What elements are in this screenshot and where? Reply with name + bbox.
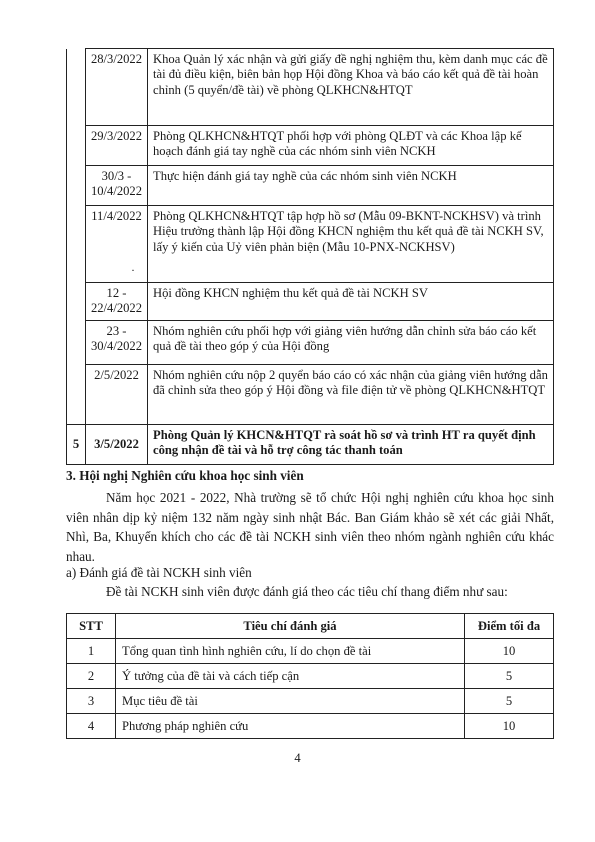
schedule-row	[67, 49, 554, 126]
criteria-table	[66, 613, 554, 739]
row-number	[67, 364, 86, 424]
row-number	[67, 206, 86, 283]
row-date: 23 - 30/4/2022	[86, 320, 148, 364]
row-description: Thực hiện đánh giá tay nghề của các nhóm sinh viên NCKH	[148, 166, 554, 206]
row-number	[67, 166, 86, 206]
criteria-row	[67, 664, 554, 689]
schedule-row	[67, 166, 554, 206]
criteria-stt: 1	[67, 639, 116, 664]
stray-mark: ·	[131, 263, 135, 277]
section-heading: 3. Hội nghị Nghiên cứu khoa học sinh viên	[66, 468, 304, 483]
criteria-score: 5	[465, 689, 554, 714]
criteria-score: 10	[465, 639, 554, 664]
criteria-score: 10	[465, 714, 554, 739]
schedule-row	[67, 364, 554, 424]
schedule-row	[67, 320, 554, 364]
criteria-text: Ý tưởng của đề tài và cách tiếp cận	[116, 664, 465, 689]
criteria-text: Tổng quan tình hình nghiên cứu, lí do chọn đề tài	[116, 639, 465, 664]
row-number: 5	[67, 424, 86, 464]
criteria-row	[67, 714, 554, 739]
row-date: 30/3 - 10/4/2022	[86, 166, 148, 206]
criteria-text: Phương pháp nghiên cứu	[116, 714, 465, 739]
max-score-header: Điểm tối đa	[465, 614, 554, 639]
criteria-score: 5	[465, 664, 554, 689]
row-date: 29/3/2022	[86, 126, 148, 166]
criteria-row	[67, 639, 554, 664]
subsection-heading: a) Đánh giá đề tài NCKH sinh viên	[66, 565, 252, 580]
schedule-row	[67, 126, 554, 166]
row-date: 12 - 22/4/2022	[86, 283, 148, 321]
row-date: 3/5/2022	[86, 424, 148, 464]
criteria-stt: 4	[67, 714, 116, 739]
row-description: Nhóm nghiên cứu nộp 2 quyển báo cáo có xác nhận của giảng viên hướng dẫn đã chỉnh sửa theo góp ý Hội đồng và file điện tử về phòng QLKHCN&HTQT	[148, 364, 554, 424]
schedule-row	[67, 424, 554, 464]
criteria-text: Mục tiêu đề tài	[116, 689, 465, 714]
row-date: 11/4/2022	[86, 206, 148, 283]
row-date: 28/3/2022	[86, 49, 148, 126]
criteria-header-row	[67, 614, 554, 639]
row-date: 2/5/2022	[86, 364, 148, 424]
page-number: 4	[294, 751, 301, 765]
row-description: Phòng QLKHCN&HTQT tập hợp hồ sơ (Mẫu 09-BKNT-NCKHSV) và trình Hiệu trưởng thành lập Hội đồng KHCN nghiệm thu kết quả đề tài NCKH SV, lấy ý kiến của Uỷ viên phản biện (Mẫu 10-PNX-NCKHSV)	[148, 206, 554, 283]
criteria-stt: 3	[67, 689, 116, 714]
row-description: Hội đồng KHCN nghiệm thu kết quả đề tài NCKH SV	[148, 283, 554, 321]
row-description: Khoa Quản lý xác nhận và gửi giấy đề nghị nghiệm thu, kèm danh mục các đề tài đủ điều kiện, biên bản họp Hội đồng Khoa và báo cáo kết quả đề tài hoàn chỉnh (5 quyển/đề tài) về phòng QLKHCN&HTQT	[148, 49, 554, 126]
row-number	[67, 283, 86, 321]
row-description: Phòng Quản lý KHCN&HTQT rà soát hồ sơ và trình HT ra quyết định công nhận đề tài và hỗ trợ công tác thanh toán	[148, 424, 554, 464]
row-number	[67, 126, 86, 166]
schedule-table	[66, 48, 554, 465]
criteria-stt: 2	[67, 664, 116, 689]
schedule-row	[67, 206, 554, 283]
row-number	[67, 49, 86, 126]
section-paragraph: Năm học 2021 - 2022, Nhà trường sẽ tổ chức Hội nghị nghiên cứu khoa học sinh viên nhân dịp kỷ niệm 132 năm ngày sinh nhật Bác. Ban Giám khảo sẽ xét các giải Nhất, Nhì, Ba, Khuyến khích cho các đề tài NCKH sinh viên theo nhóm ngành nghiên cứu khác nhau.	[66, 490, 554, 564]
stt-header: STT	[67, 614, 116, 639]
criteria-intro: Đề tài NCKH sinh viên được đánh giá theo các tiêu chí thang điểm như sau:	[106, 584, 508, 599]
schedule-row	[67, 283, 554, 321]
row-number	[67, 320, 86, 364]
criteria-row	[67, 689, 554, 714]
row-description: Phòng QLKHCN&HTQT phối hợp với phòng QLĐT và các Khoa lập kế hoạch đánh giá tay nghề của các nhóm sinh viên NCKH	[148, 126, 554, 166]
criterion-header: Tiêu chí đánh giá	[116, 614, 465, 639]
row-description: Nhóm nghiên cứu phối hợp với giảng viên hướng dẫn chỉnh sửa báo cáo kết quả đề tài theo góp ý của Hội đồng	[148, 320, 554, 364]
